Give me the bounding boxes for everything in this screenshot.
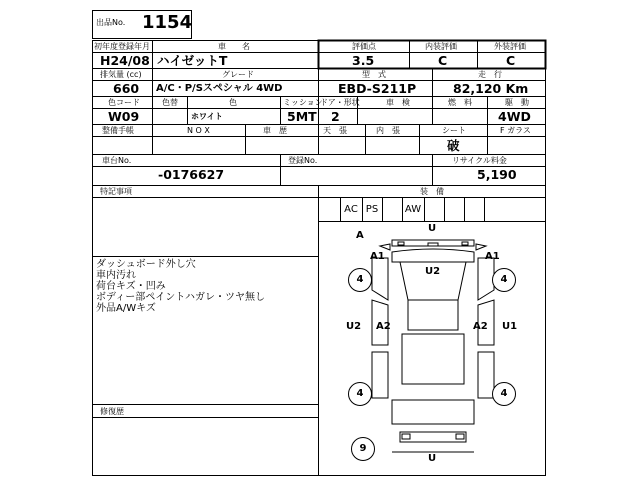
grade-value: A/C・P/Sスペシャル 4WD xyxy=(156,83,283,94)
doors-label: ドア・形状 xyxy=(320,98,360,107)
glass-label: F ガラス xyxy=(500,126,531,135)
exterior-value: C xyxy=(506,53,516,68)
notes-label: 特記事項 xyxy=(100,187,132,196)
tire-rear-left: 4 xyxy=(348,382,372,406)
color-label: 色 xyxy=(229,98,237,107)
recycle-label: リサイクル料金 xyxy=(452,156,507,165)
color-change-label: 色替 xyxy=(162,98,178,107)
grade-label: グレード xyxy=(222,70,254,79)
mileage-value: 82,120 Km xyxy=(453,81,529,96)
drive-label: 駆 動 xyxy=(505,98,529,107)
equipment-item-aw: AW xyxy=(404,204,422,215)
recycle-value: 5,190 xyxy=(477,167,517,182)
roof-label: 天 張 xyxy=(323,126,347,135)
transmission-label: ミッション xyxy=(283,98,323,107)
drive-value: 4WD xyxy=(498,109,531,124)
note-line: ダッシュボード外し穴 xyxy=(96,259,196,270)
model-label: 型 式 xyxy=(362,70,386,79)
damage-mark: U1 xyxy=(502,321,518,332)
inspection-label: 車 検 xyxy=(386,98,410,107)
cc-value: 660 xyxy=(113,81,140,96)
damage-mark: U xyxy=(428,453,437,464)
note-line: ボディー部ペイントハガレ・ツヤ無し xyxy=(96,292,265,303)
fuel-label: 燃 料 xyxy=(448,98,472,107)
color-code-label: 色コード xyxy=(108,98,140,107)
tire-front-left: 4 xyxy=(348,268,372,292)
color-value: ホワイト xyxy=(191,112,223,121)
damage-mark: A2 xyxy=(473,321,488,332)
damage-mark: U2 xyxy=(346,321,362,332)
manual-label: 整備手帳 xyxy=(102,126,134,135)
damage-mark: U xyxy=(428,223,437,234)
lot-label: 出品No. xyxy=(96,18,126,27)
nox-label: N O X xyxy=(187,126,210,135)
model-value: EBD-S211P xyxy=(338,81,417,96)
lot-number: 1154 xyxy=(142,12,193,33)
repair-label: 修復歴 xyxy=(100,407,124,416)
doors-value: 2 xyxy=(331,109,340,124)
chassis-label: 車台No. xyxy=(102,156,132,165)
name-value: ハイゼットT xyxy=(157,53,228,68)
seat-value: 破 xyxy=(447,138,460,153)
interior-trim-label: 内 張 xyxy=(376,126,400,135)
damage-mark: A1 xyxy=(485,251,500,262)
chassis-value: -0176627 xyxy=(158,167,225,182)
equipment-item-ps: PS xyxy=(365,204,379,215)
interior-value: C xyxy=(438,53,448,68)
damage-mark: A2 xyxy=(376,321,391,332)
damage-mark: A xyxy=(356,230,364,241)
equipment-label: 装 備 xyxy=(420,187,444,196)
tire-front-right: 4 xyxy=(492,268,516,292)
tire-rear-right: 4 xyxy=(492,382,516,406)
reg-label: 登録No. xyxy=(288,156,318,165)
name-label: 車 名 xyxy=(218,42,250,51)
interior-label: 内装評価 xyxy=(425,42,457,51)
damage-mark: U2 xyxy=(425,266,441,277)
year-value: H24/08 xyxy=(100,53,150,68)
note-line: 荷台キズ・凹み xyxy=(96,281,166,292)
note-line: 外品A/Wキズ xyxy=(96,303,156,314)
equipment-item-ac: AC xyxy=(344,204,358,215)
note-line: 車内汚れ xyxy=(96,270,136,281)
score-label: 評価点 xyxy=(352,42,376,51)
color-code-value: W09 xyxy=(108,109,140,124)
cc-label: 排気量 (cc) xyxy=(100,70,142,79)
year-label: 初年度登録年月 xyxy=(94,42,150,51)
seat-label: シート xyxy=(442,126,466,135)
mileage-label: 走 行 xyxy=(478,70,502,79)
spare-tire: 9 xyxy=(351,437,375,461)
exterior-label: 外装評価 xyxy=(494,42,526,51)
score-value: 3.5 xyxy=(352,53,375,68)
history-label: 車 歴 xyxy=(263,126,287,135)
damage-mark: A1 xyxy=(370,251,385,262)
transmission-value: 5MT xyxy=(287,109,317,124)
